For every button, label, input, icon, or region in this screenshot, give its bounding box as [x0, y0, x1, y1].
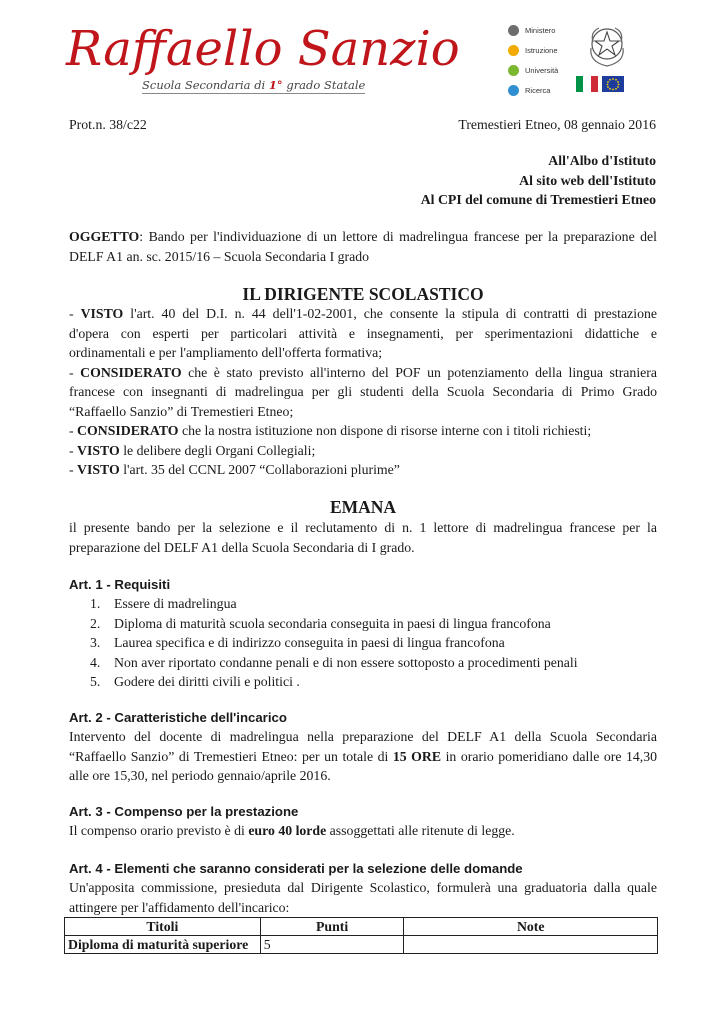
- flag-stripe: [576, 76, 583, 92]
- recipient-1: All'Albo d'Istituto: [548, 153, 656, 168]
- dirigente-keyword: VISTO: [77, 442, 120, 458]
- dirigente-line: [69, 460, 657, 480]
- dirigente-text: ordinamentali e per l'ampliamento dell'offerta formativa;: [69, 345, 383, 360]
- subject: [69, 227, 657, 266]
- subject-line: DELF A1 an. sc. 2015/16 – Scuola Secondaria I grado: [69, 248, 370, 264]
- dirigente-dash: -: [69, 364, 81, 380]
- emana-line: preparazione del DELF A1 della Scuola Secondaria di I grado.: [69, 539, 415, 555]
- table-row: [65, 936, 658, 954]
- art3-body: [69, 821, 515, 841]
- list-item-text: Essere di madrelingua: [114, 596, 237, 611]
- miur-dot-icon: [508, 65, 519, 76]
- emana-line: il presente bando per la selezione e il reclutamento di n. 1 lettore di madrelingua francese per la: [69, 520, 657, 535]
- art4-title: Art. 4 - Elementi che saranno considerati per la selezione delle domande: [69, 861, 523, 876]
- dirigente-dash: -: [69, 442, 78, 458]
- dirigente-dash: -: [69, 423, 78, 438]
- table-header-row: [65, 918, 658, 936]
- logo-subtitle-degree: 1°: [268, 78, 283, 92]
- miur-row: [508, 22, 555, 38]
- art2-hours: 15 ORE: [392, 748, 442, 764]
- dirigente-text: d'opera con esperti per particolari attività e insegnamenti, per sperimentazioni didattiche e: [69, 325, 657, 341]
- dirigente-keyword: VISTO: [80, 306, 124, 321]
- dirigente-keyword: VISTO: [77, 462, 120, 477]
- art4-line: attingere per l'affidamento dell'incarico:: [69, 899, 290, 915]
- dirigente-keyword: CONSIDERATO: [80, 364, 182, 380]
- italian-flag-icon: [576, 76, 598, 92]
- list-item-text: Laurea specifica e di indirizzo conseguita in paesi di lingua francofona: [114, 635, 505, 650]
- art4-line: Un'apposita commissione, presieduta dal Dirigente Scolastico, formulerà una graduatoria dalla quale: [69, 880, 657, 895]
- list-item-text: Godere dei diritti civili e politici .: [114, 674, 300, 689]
- miur-dot-icon: [508, 85, 519, 96]
- miur-label: Ministero: [525, 25, 556, 35]
- table-cell: 5: [260, 936, 404, 954]
- dirigente-heading: IL DIRIGENTE SCOLASTICO: [242, 284, 484, 304]
- dirigente-text: che la nostra istituzione non dispone di risorse interne con i titoli richiesti;: [178, 423, 592, 438]
- table-cell: Diploma di maturità superiore: [65, 936, 261, 954]
- dirigente-line: [69, 304, 657, 324]
- dirigente-line: [69, 382, 657, 402]
- art2-text: “Raffaello Sanzio” di Tremestieri Etneo: per un totale di: [69, 748, 393, 764]
- table-header: Titoli: [65, 918, 261, 936]
- flag-stripe: [591, 76, 598, 92]
- dirigente-dash: -: [69, 306, 81, 321]
- art3-text: assoggettati alle ritenute di legge.: [326, 823, 515, 838]
- list-item: 2. Diploma di maturità scuola secondaria conseguita in paesi di lingua francofona: [90, 615, 551, 631]
- logo-title: Raffaello Sanzio: [66, 21, 460, 77]
- list-item-text: Non aver riportato condanne penali e di non essere sottoposto a procedimenti penali: [114, 654, 578, 670]
- school-logo: [66, 18, 460, 104]
- subject-text: : Bando per l'individuazione di un lettore di madrelingua francese per la preparazione del: [139, 229, 657, 244]
- list-item: 4. Non aver riportato condanne penali e di non essere sottoposto a procedimenti penali: [90, 654, 578, 670]
- art2-line: Intervento del docente di madrelingua nella preparazione del DELF A1 della Scuola Secondaria: [69, 729, 657, 744]
- art2-title: Art. 2 - Caratteristiche dell'incarico: [69, 710, 287, 725]
- dirigente-line: [69, 441, 657, 461]
- dirigente-text: le delibere degli Organi Collegiali;: [119, 442, 316, 458]
- art2-body: [69, 727, 657, 786]
- logo-subtitle-post: grado Statale: [282, 78, 366, 92]
- art2-line: [69, 747, 657, 767]
- miur-row: [508, 42, 558, 58]
- dirigente-text: “Raffaello Sanzio” di Tremestieri Etneo;: [69, 403, 294, 419]
- list-item-text: Diploma di maturità scuola secondaria conseguita in paesi di lingua francofona: [114, 615, 551, 631]
- dirigente-keyword: CONSIDERATO: [77, 423, 179, 438]
- list-item: 1. Essere di madrelingua: [90, 596, 237, 611]
- dirigente-line: [69, 343, 657, 363]
- list-item: 5. Godere dei diritti civili e politici .: [90, 674, 300, 689]
- dirigente-line: [69, 402, 657, 422]
- miur-label: Università: [525, 65, 559, 75]
- art2-text: in orario pomeridiano dalle ore 14,30: [441, 748, 658, 764]
- scoring-table: [64, 917, 658, 954]
- protocol-number: Prot.n. 38/c22: [69, 117, 147, 132]
- logo-subtitle: [142, 78, 365, 94]
- table-header: Note: [404, 918, 658, 936]
- table-header: Punti: [260, 918, 404, 936]
- dirigente-text: l'art. 40 del D.I. n. 44 dell'1-02-2001, che consente la stipula di contratti di prestazione: [123, 306, 657, 321]
- subject-line: [69, 227, 657, 247]
- dirigente-line: [69, 324, 657, 344]
- art3-title: Art. 3 - Compenso per la prestazione: [69, 804, 299, 819]
- miur-dot-icon: [508, 25, 519, 36]
- list-item: 3. Laurea specifica e di indirizzo conseguita in paesi di lingua francofona: [90, 635, 505, 650]
- miur-row: [508, 62, 558, 78]
- art2-line: alle ore 15,30, nel periodo gennaio/aprile 2016.: [69, 768, 331, 783]
- eu-flag-icon: [602, 76, 624, 92]
- table-cell: [404, 936, 658, 954]
- miur-label: Ricerca: [525, 85, 551, 95]
- logo-subtitle-pre: Scuola Secondaria di: [142, 78, 269, 92]
- dirigente-text: che è stato previsto all'interno del POF un potenziamento della lingua straniera: [181, 364, 657, 380]
- dirigente-body: [69, 304, 657, 480]
- flag-stripe: [583, 76, 590, 92]
- art1-title: Art. 1 - Requisiti: [69, 577, 171, 592]
- italian-emblem-icon: [585, 22, 629, 70]
- subject-label: OGGETTO: [69, 229, 140, 244]
- dirigente-text: l'art. 35 del CCNL 2007 “Collaborazioni plurime”: [119, 462, 400, 477]
- requirements-list: [90, 594, 578, 692]
- miur-dot-icon: [508, 45, 519, 56]
- emana-heading: EMANA: [329, 497, 397, 517]
- art4-body: [69, 878, 657, 917]
- dirigente-dash: -: [69, 462, 78, 477]
- dirigente-text: francese con insegnanti di madrelingua per gli studenti della Scuola Secondaria di Primo Grado: [69, 384, 657, 399]
- recipient-2: Al sito web dell'Istituto: [519, 172, 656, 188]
- place-date: Tremestieri Etneo, 08 gennaio 2016: [458, 117, 656, 132]
- recipient-3: Al CPI del comune di Tremestieri Etneo: [420, 192, 656, 207]
- dirigente-line: [69, 363, 657, 383]
- art3-text: Il compenso orario previsto è di: [69, 823, 249, 838]
- miur-label: Istruzione: [525, 45, 558, 55]
- dirigente-line: [69, 421, 657, 441]
- emana-body: [69, 518, 657, 557]
- art3-amount: euro 40 lorde: [248, 823, 327, 838]
- miur-row: [508, 82, 550, 98]
